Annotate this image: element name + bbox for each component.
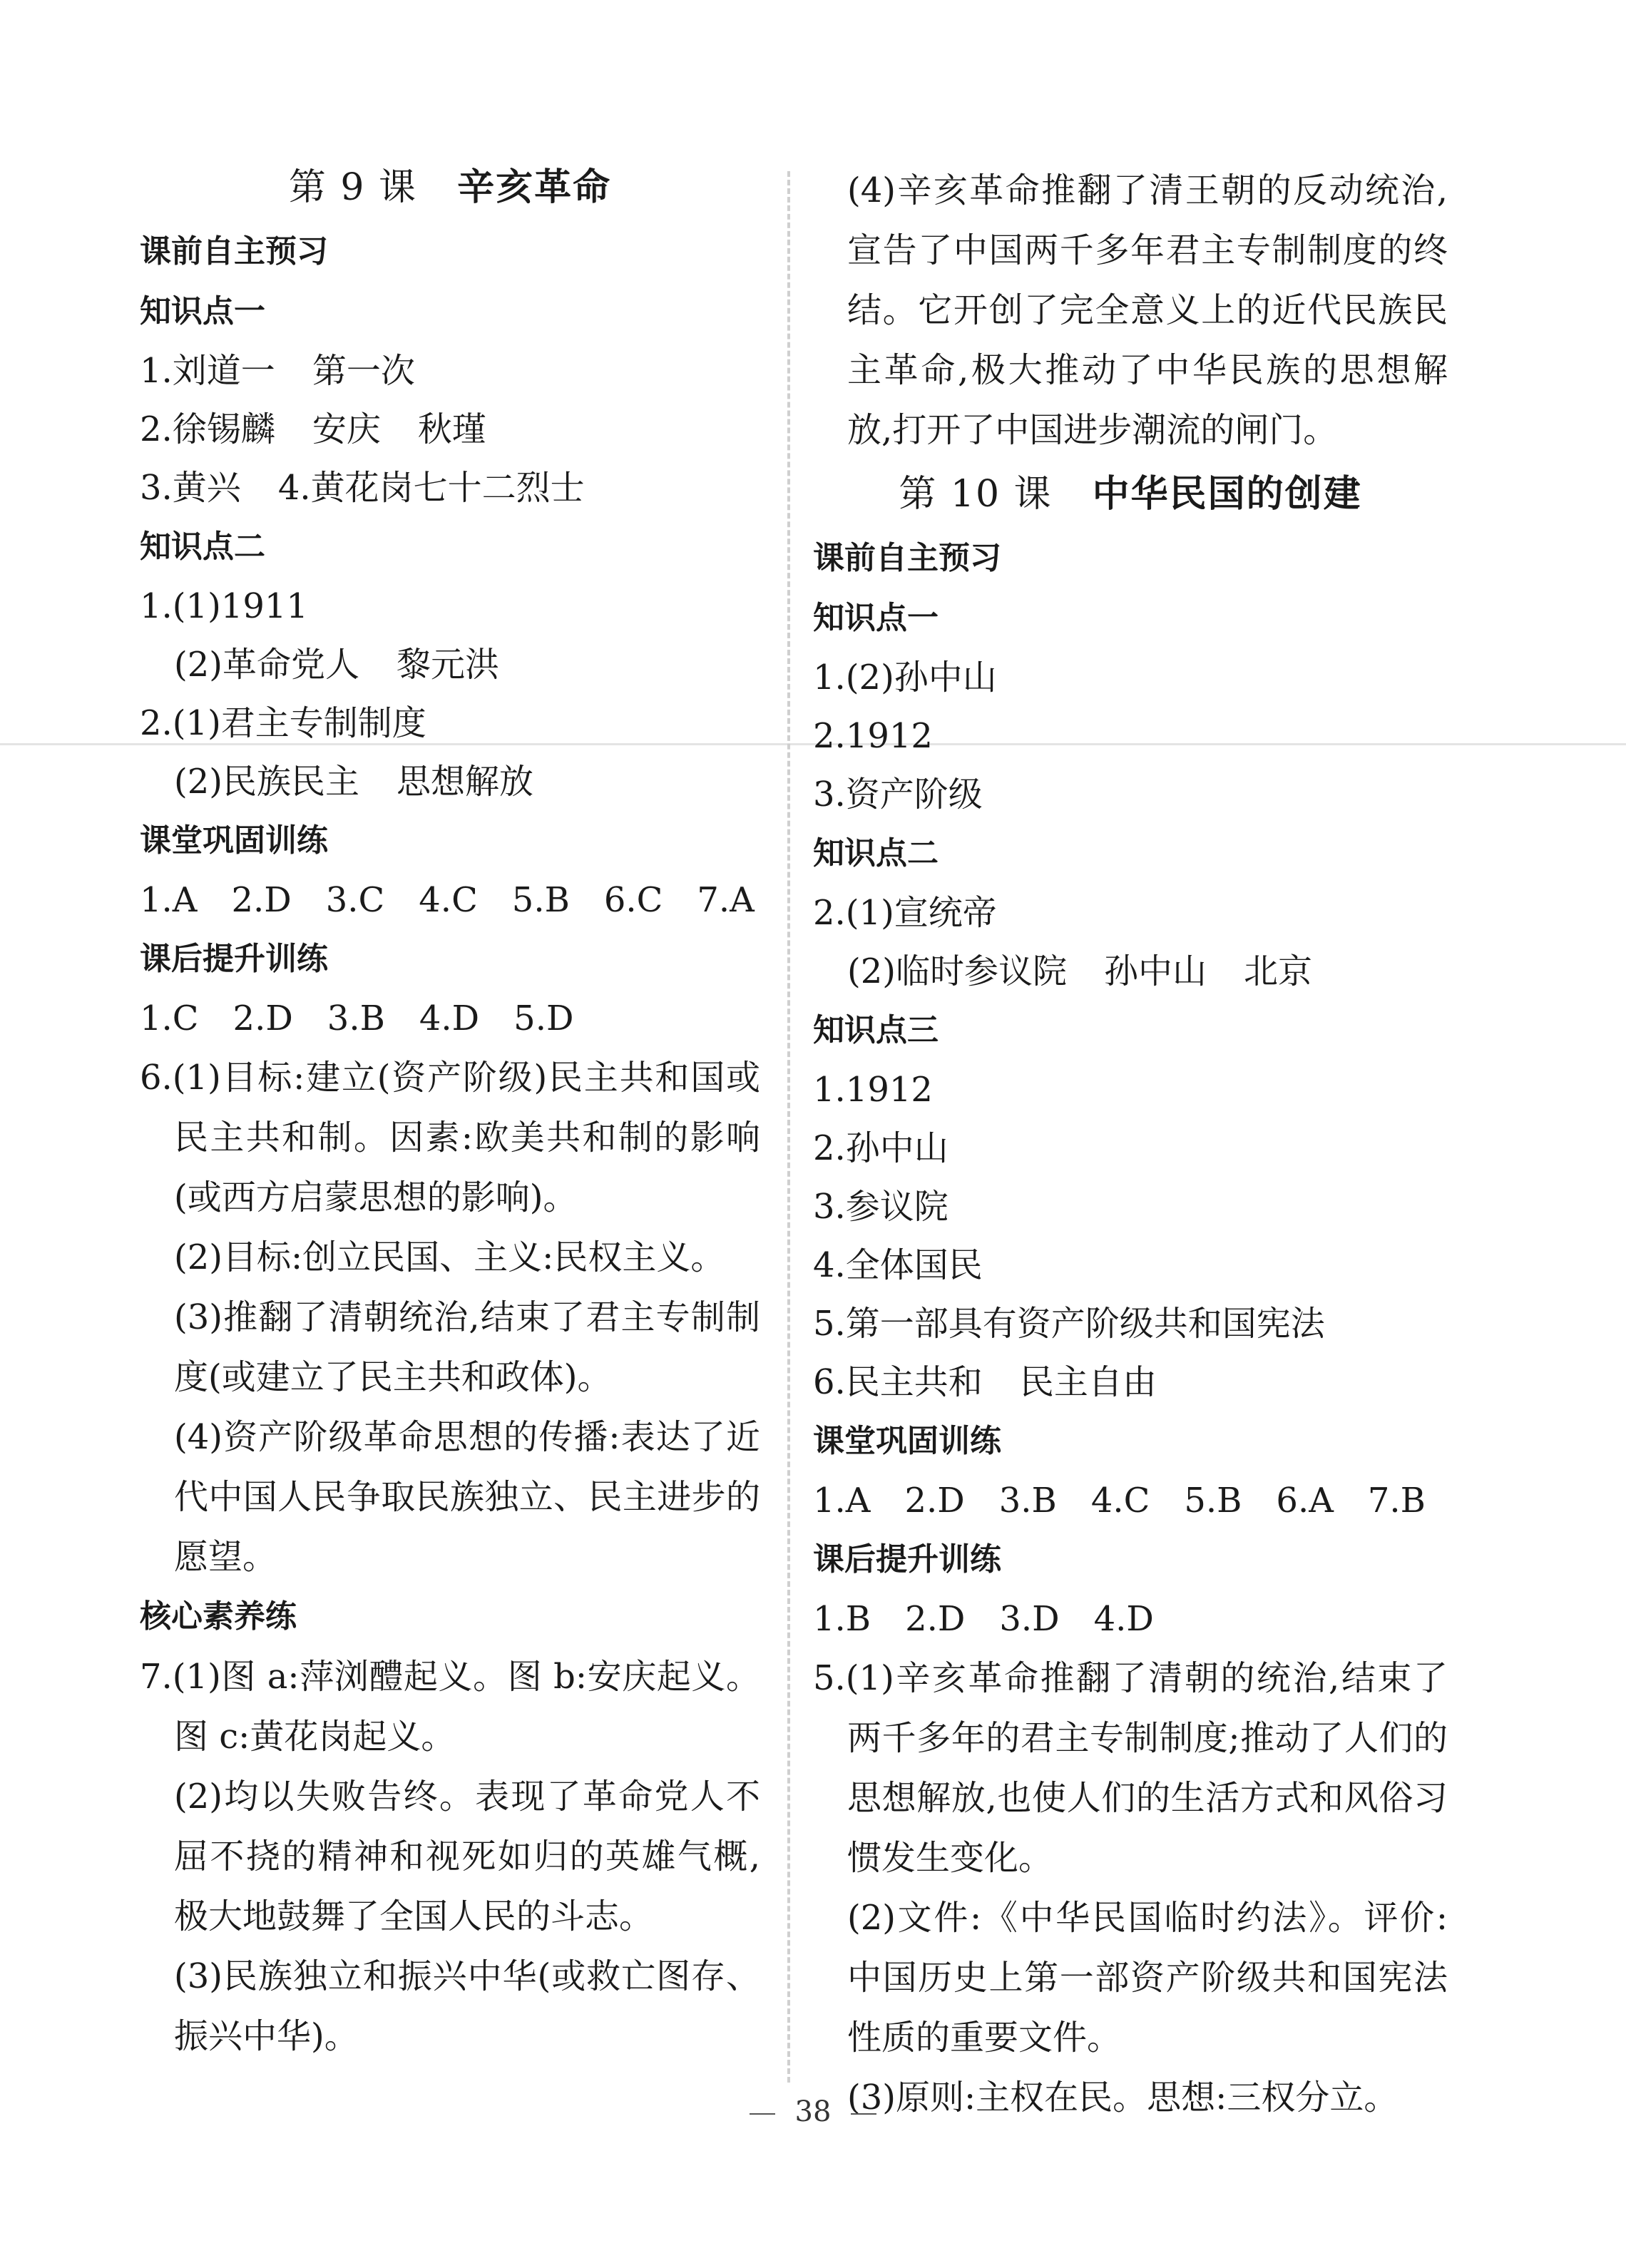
- answer-line: [140, 342, 760, 400]
- answer-text: 1.刘道一: [140, 351, 275, 391]
- answer-text: 3.黄兴: [140, 468, 241, 508]
- section-core-literacy: 核心素养练: [140, 1598, 297, 1635]
- answer-line: [813, 1353, 1448, 1411]
- answer-line: 1.(2)孙中山: [813, 658, 997, 698]
- section-after-class-training: 课后提升训练: [140, 941, 328, 977]
- answer-text: 民主自由: [1019, 1362, 1157, 1402]
- answer-line: [140, 752, 760, 811]
- section-knowledge-2: 知识点二: [813, 835, 939, 872]
- section-knowledge-1: 知识点一: [813, 600, 939, 636]
- lesson-10-name: 中华民国的创建: [1092, 473, 1362, 516]
- answer-paragraph: (2)目标:创立民国、主义:民权主义。: [174, 1237, 725, 1277]
- answer-paragraph: (2)文件:《中华民国临时约法》。评价:中国历史上第一部资产阶级共和国宪法性质的重要文件。: [847, 1898, 1448, 2058]
- section-after-class-training: 课后提升训练: [813, 1541, 1001, 1578]
- answer-line: 2.(1)君主专制制度: [140, 703, 426, 743]
- answer-paragraph: (4)资产阶级革命思想的传播:表达了近代中国人民争取民族独立、民主进步的愿望。: [174, 1417, 760, 1577]
- lesson-10-number: 第 10 课: [899, 473, 1053, 516]
- answer-paragraph: (3)民族独立和振兴中华(或救亡图存、振兴中华)。: [174, 1956, 760, 2056]
- answer-text: 北京: [1244, 951, 1313, 991]
- answer-line: 3.参议院: [813, 1187, 948, 1227]
- answer-line: [140, 635, 760, 694]
- answer-line: [813, 942, 1448, 1001]
- section-knowledge-2: 知识点二: [140, 528, 265, 565]
- answer-line: 1.1912: [813, 1070, 933, 1110]
- answer-paragraph: 5.(1)辛亥革命推翻了清朝的统治,结束了两千多年的君主专制制度;推动了人们的思想解放,也使人们的生活方式和风俗习惯发生变化。: [813, 1658, 1448, 1878]
- lesson-9-number: 第 9 课: [288, 166, 418, 209]
- answer-text: 黎元洪: [397, 645, 500, 685]
- answer-paragraph: (3)原则:主权在民。思想:三权分立。: [847, 2078, 1399, 2118]
- right-column: [813, 160, 1448, 2127]
- answer-text: (2)临时参议院: [847, 951, 1067, 991]
- answer-text: 4.黄花岗七十二烈士: [277, 468, 585, 508]
- answer-line: 1.B 2.D 3.D 4.D: [813, 1599, 1154, 1639]
- answer-line: 5.第一部具有资产阶级共和国宪法: [813, 1304, 1325, 1344]
- answer-text: 孙中山: [1104, 951, 1207, 991]
- answer-paragraph: 6.(1)目标:建立(资产阶级)民主共和国或民主共和制。因素:欧美共和制的影响(或西方启蒙思想的影响)。: [140, 1058, 760, 1217]
- answer-line: 1.C 2.D 3.B 4.D 5.D: [140, 998, 574, 1038]
- answer-line: 1.A 2.D 3.B 4.C 5.B 6.A 7.B: [813, 1481, 1426, 1521]
- answer-paragraph: (3)推翻了清朝统治,结束了君主专制制度(或建立了民主共和政体)。: [174, 1297, 760, 1397]
- column-divider: [787, 171, 790, 2083]
- answer-line: 3.资产阶级: [813, 775, 983, 814]
- answer-line: 4.全体国民: [813, 1245, 983, 1285]
- answer-text: 安庆: [312, 409, 381, 449]
- answer-paragraph: (2)均以失败告终。表现了革命党人不屈不挠的精神和视死如归的英雄气概,极大地鼓舞了全国人民的斗志。: [174, 1777, 760, 1936]
- page-number: [0, 2095, 1626, 2128]
- answer-line: 2.孙中山: [813, 1128, 948, 1168]
- answer-paragraph: 7.(1)图 a:萍浏醴起义。图 b:安庆起义。图 c:黄花岗起义。: [140, 1657, 760, 1757]
- section-class-training: 课堂巩固训练: [140, 822, 328, 859]
- answer-text: 秋瑾: [417, 409, 486, 449]
- section-knowledge-3: 知识点三: [813, 1012, 939, 1048]
- answer-text: 6.民主共和: [813, 1362, 983, 1402]
- answer-text: 思想解放: [397, 762, 534, 802]
- page-number-text: 38: [794, 2095, 832, 2128]
- section-pre-study: 课前自主预习: [140, 233, 328, 270]
- answer-text: 2.徐锡麟: [140, 409, 275, 449]
- answer-line: 1.A 2.D 3.C 4.C 5.B 6.C 7.A: [140, 880, 755, 920]
- answer-paragraph: (4)辛亥革命推翻了清王朝的反动统治,宣告了中国两千多年君主专制制度的终结。它开创了完全意义上的近代民族民主革命,极大推动了中华民族的思想解放,打开了中国进步潮流的闸门。: [847, 170, 1448, 450]
- lesson-9-name: 辛亥革命: [457, 166, 612, 209]
- answer-text: (2)民族民主: [174, 762, 359, 802]
- left-column: [140, 153, 760, 2066]
- lesson-10-title: [813, 460, 1448, 528]
- lesson-9-title: [140, 153, 760, 222]
- section-class-training: 课堂巩固训练: [813, 1423, 1001, 1459]
- answer-line: 2.(1)宣统帝: [813, 893, 997, 933]
- section-knowledge-1: 知识点一: [140, 293, 265, 330]
- section-pre-study: 课前自主预习: [813, 540, 1001, 576]
- answer-line: [140, 400, 760, 459]
- answer-text: 第一次: [312, 351, 415, 391]
- answer-line: 2.1912: [813, 716, 933, 756]
- answer-line: [140, 459, 760, 517]
- answer-text: (2)革命党人: [174, 645, 359, 685]
- answer-line: 1.(1)1911: [140, 586, 308, 626]
